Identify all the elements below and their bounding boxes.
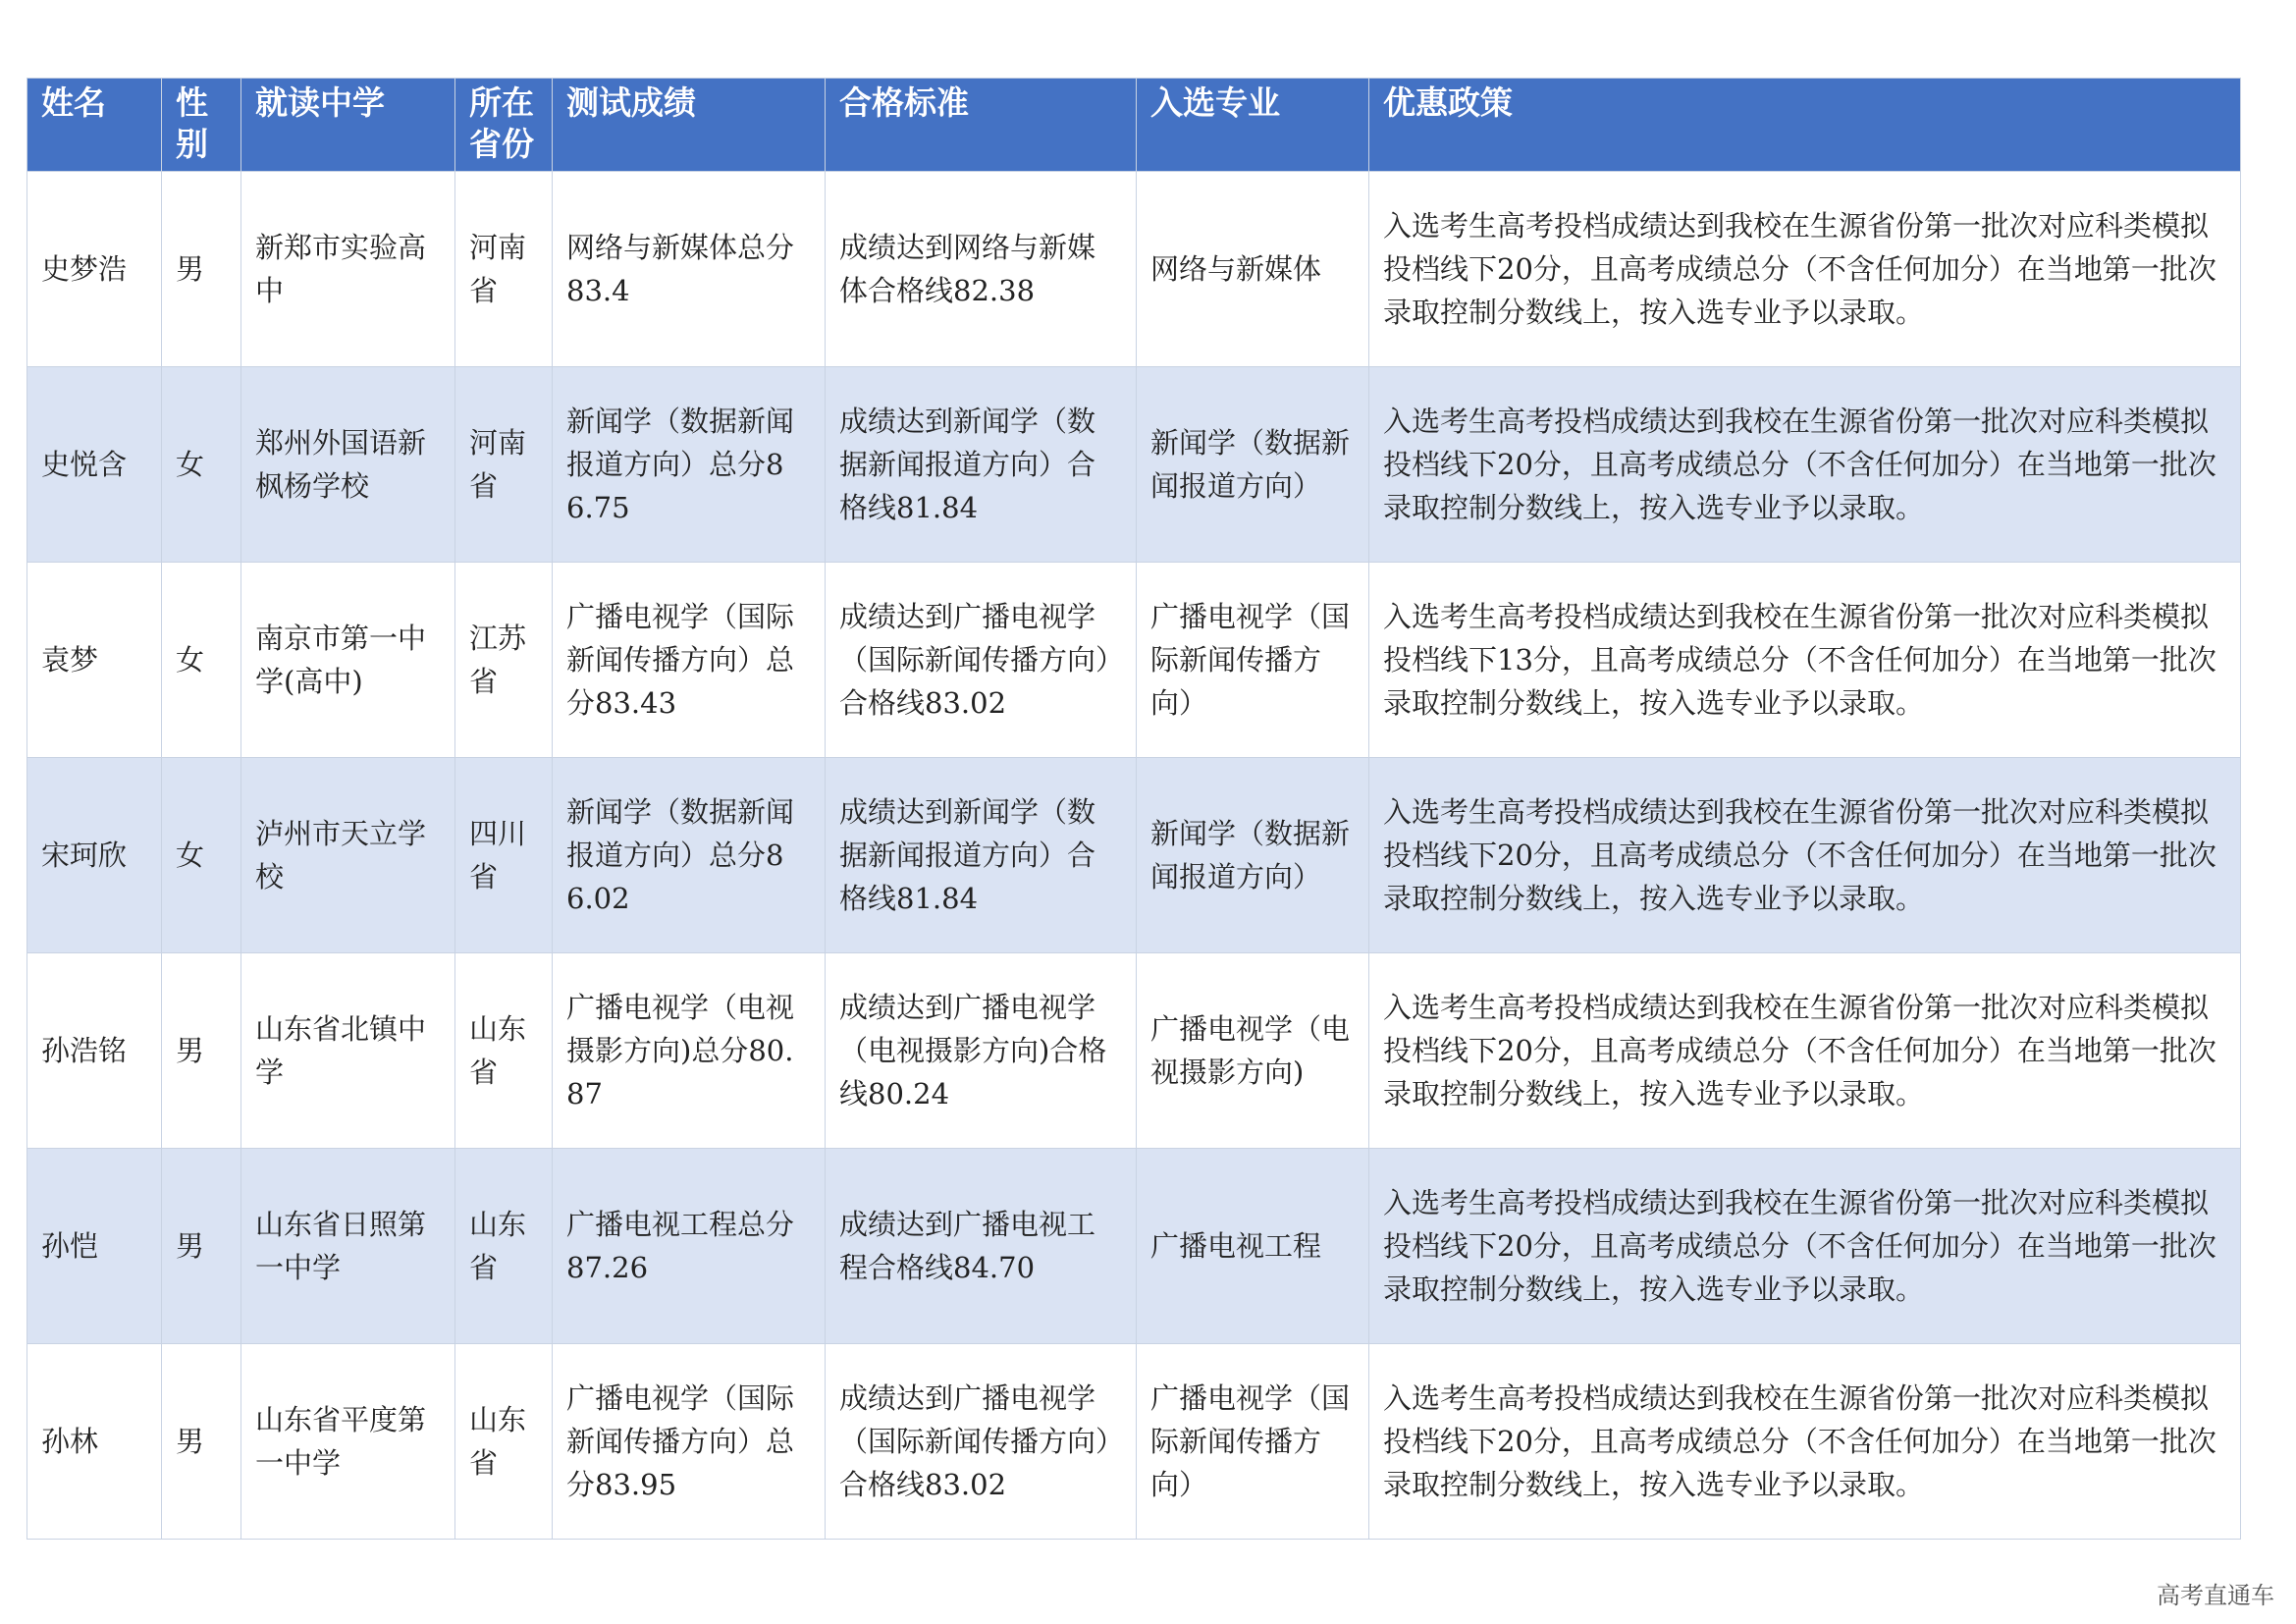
cell-sex: 男 xyxy=(162,172,241,367)
cell-major: 网络与新媒体 xyxy=(1137,172,1369,367)
cell-name: 孙林 xyxy=(27,1344,162,1540)
cell-policy: 入选考生高考投档成绩达到我校在生源省份第一批次对应科类模拟投档线下20分，且高考成绩总分（不含任何加分）在当地第一批次录取控制分数线上，按入选专业予以录取。 xyxy=(1369,1344,2241,1540)
cell-name: 宋珂欣 xyxy=(27,758,162,953)
cell-school: 南京市第一中学(高中) xyxy=(241,563,455,758)
table-row xyxy=(27,758,2241,953)
cell-policy: 入选考生高考投档成绩达到我校在生源省份第一批次对应科类模拟投档线下20分，且高考成绩总分（不含任何加分）在当地第一批次录取控制分数线上，按入选专业予以录取。 xyxy=(1369,953,2241,1149)
cell-standard: 成绩达到广播电视学（电视摄影方向)合格线80.24 xyxy=(826,953,1137,1149)
header-name: 姓名 xyxy=(27,79,162,172)
cell-standard: 成绩达到广播电视学（国际新闻传播方向）合格线83.02 xyxy=(826,563,1137,758)
cell-standard: 成绩达到新闻学（数据新闻报道方向）合格线81.84 xyxy=(826,367,1137,563)
cell-name: 史悦含 xyxy=(27,367,162,563)
table-body xyxy=(27,172,2241,1540)
cell-major: 新闻学（数据新闻报道方向） xyxy=(1137,367,1369,563)
cell-province: 山东省 xyxy=(455,1149,553,1344)
table-row xyxy=(27,367,2241,563)
cell-name: 史梦浩 xyxy=(27,172,162,367)
cell-policy: 入选考生高考投档成绩达到我校在生源省份第一批次对应科类模拟投档线下20分，且高考成绩总分（不含任何加分）在当地第一批次录取控制分数线上，按入选专业予以录取。 xyxy=(1369,1149,2241,1344)
table-row xyxy=(27,563,2241,758)
cell-school: 山东省北镇中学 xyxy=(241,953,455,1149)
footer-brand: 高考直通车 xyxy=(2157,1582,2274,1609)
header-policy: 优惠政策 xyxy=(1369,79,2241,172)
header-major: 入选专业 xyxy=(1137,79,1369,172)
table-row xyxy=(27,953,2241,1149)
cell-school: 新郑市实验高中 xyxy=(241,172,455,367)
cell-major: 广播电视学（国际新闻传播方向） xyxy=(1137,1344,1369,1540)
cell-sex: 女 xyxy=(162,758,241,953)
header-school: 就读中学 xyxy=(241,79,455,172)
table-row xyxy=(27,172,2241,367)
cell-name: 孙浩铭 xyxy=(27,953,162,1149)
cell-sex: 男 xyxy=(162,1344,241,1540)
cell-province: 河南省 xyxy=(455,367,553,563)
cell-province: 江苏省 xyxy=(455,563,553,758)
cell-school: 山东省平度第一中学 xyxy=(241,1344,455,1540)
table-header xyxy=(27,79,2241,172)
cell-standard: 成绩达到网络与新媒体合格线82.38 xyxy=(826,172,1137,367)
cell-major: 广播电视学（电视摄影方向) xyxy=(1137,953,1369,1149)
header-standard: 合格标准 xyxy=(826,79,1137,172)
cell-school: 郑州外国语新枫杨学校 xyxy=(241,367,455,563)
cell-school: 泸州市天立学校 xyxy=(241,758,455,953)
cell-sex: 女 xyxy=(162,563,241,758)
table-row xyxy=(27,1149,2241,1344)
cell-province: 山东省 xyxy=(455,1344,553,1540)
cell-score: 新闻学（数据新闻报道方向）总分86.75 xyxy=(553,367,826,563)
cell-province: 四川省 xyxy=(455,758,553,953)
cell-major: 广播电视工程 xyxy=(1137,1149,1369,1344)
cell-sex: 男 xyxy=(162,953,241,1149)
cell-name: 袁梦 xyxy=(27,563,162,758)
cell-score: 广播电视工程总分87.26 xyxy=(553,1149,826,1344)
cell-standard: 成绩达到广播电视学（国际新闻传播方向）合格线83.02 xyxy=(826,1344,1137,1540)
cell-policy: 入选考生高考投档成绩达到我校在生源省份第一批次对应科类模拟投档线下20分，且高考成绩总分（不含任何加分）在当地第一批次录取控制分数线上，按入选专业予以录取。 xyxy=(1369,367,2241,563)
cell-policy: 入选考生高考投档成绩达到我校在生源省份第一批次对应科类模拟投档线下20分，且高考成绩总分（不含任何加分）在当地第一批次录取控制分数线上，按入选专业予以录取。 xyxy=(1369,172,2241,367)
cell-score: 网络与新媒体总分83.4 xyxy=(553,172,826,367)
admission-table xyxy=(27,78,2241,1540)
cell-school: 山东省日照第一中学 xyxy=(241,1149,455,1344)
cell-score: 广播电视学（国际新闻传播方向）总分83.95 xyxy=(553,1344,826,1540)
header-score: 测试成绩 xyxy=(553,79,826,172)
cell-score: 新闻学（数据新闻报道方向）总分86.02 xyxy=(553,758,826,953)
cell-name: 孙恺 xyxy=(27,1149,162,1344)
cell-major: 广播电视学（国际新闻传播方向） xyxy=(1137,563,1369,758)
cell-standard: 成绩达到广播电视工程合格线84.70 xyxy=(826,1149,1137,1344)
table-row xyxy=(27,1344,2241,1540)
cell-standard: 成绩达到新闻学（数据新闻报道方向）合格线81.84 xyxy=(826,758,1137,953)
cell-sex: 男 xyxy=(162,1149,241,1344)
cell-province: 山东省 xyxy=(455,953,553,1149)
header-row xyxy=(27,79,2241,172)
cell-score: 广播电视学（电视摄影方向)总分80.87 xyxy=(553,953,826,1149)
cell-score: 广播电视学（国际新闻传播方向）总分83.43 xyxy=(553,563,826,758)
cell-policy: 入选考生高考投档成绩达到我校在生源省份第一批次对应科类模拟投档线下20分，且高考成绩总分（不含任何加分）在当地第一批次录取控制分数线上，按入选专业予以录取。 xyxy=(1369,758,2241,953)
cell-sex: 女 xyxy=(162,367,241,563)
cell-province: 河南省 xyxy=(455,172,553,367)
header-sex: 性别 xyxy=(162,79,241,172)
cell-major: 新闻学（数据新闻报道方向） xyxy=(1137,758,1369,953)
cell-policy: 入选考生高考投档成绩达到我校在生源省份第一批次对应科类模拟投档线下13分，且高考成绩总分（不含任何加分）在当地第一批次录取控制分数线上，按入选专业予以录取。 xyxy=(1369,563,2241,758)
header-province: 所在省份 xyxy=(455,79,553,172)
